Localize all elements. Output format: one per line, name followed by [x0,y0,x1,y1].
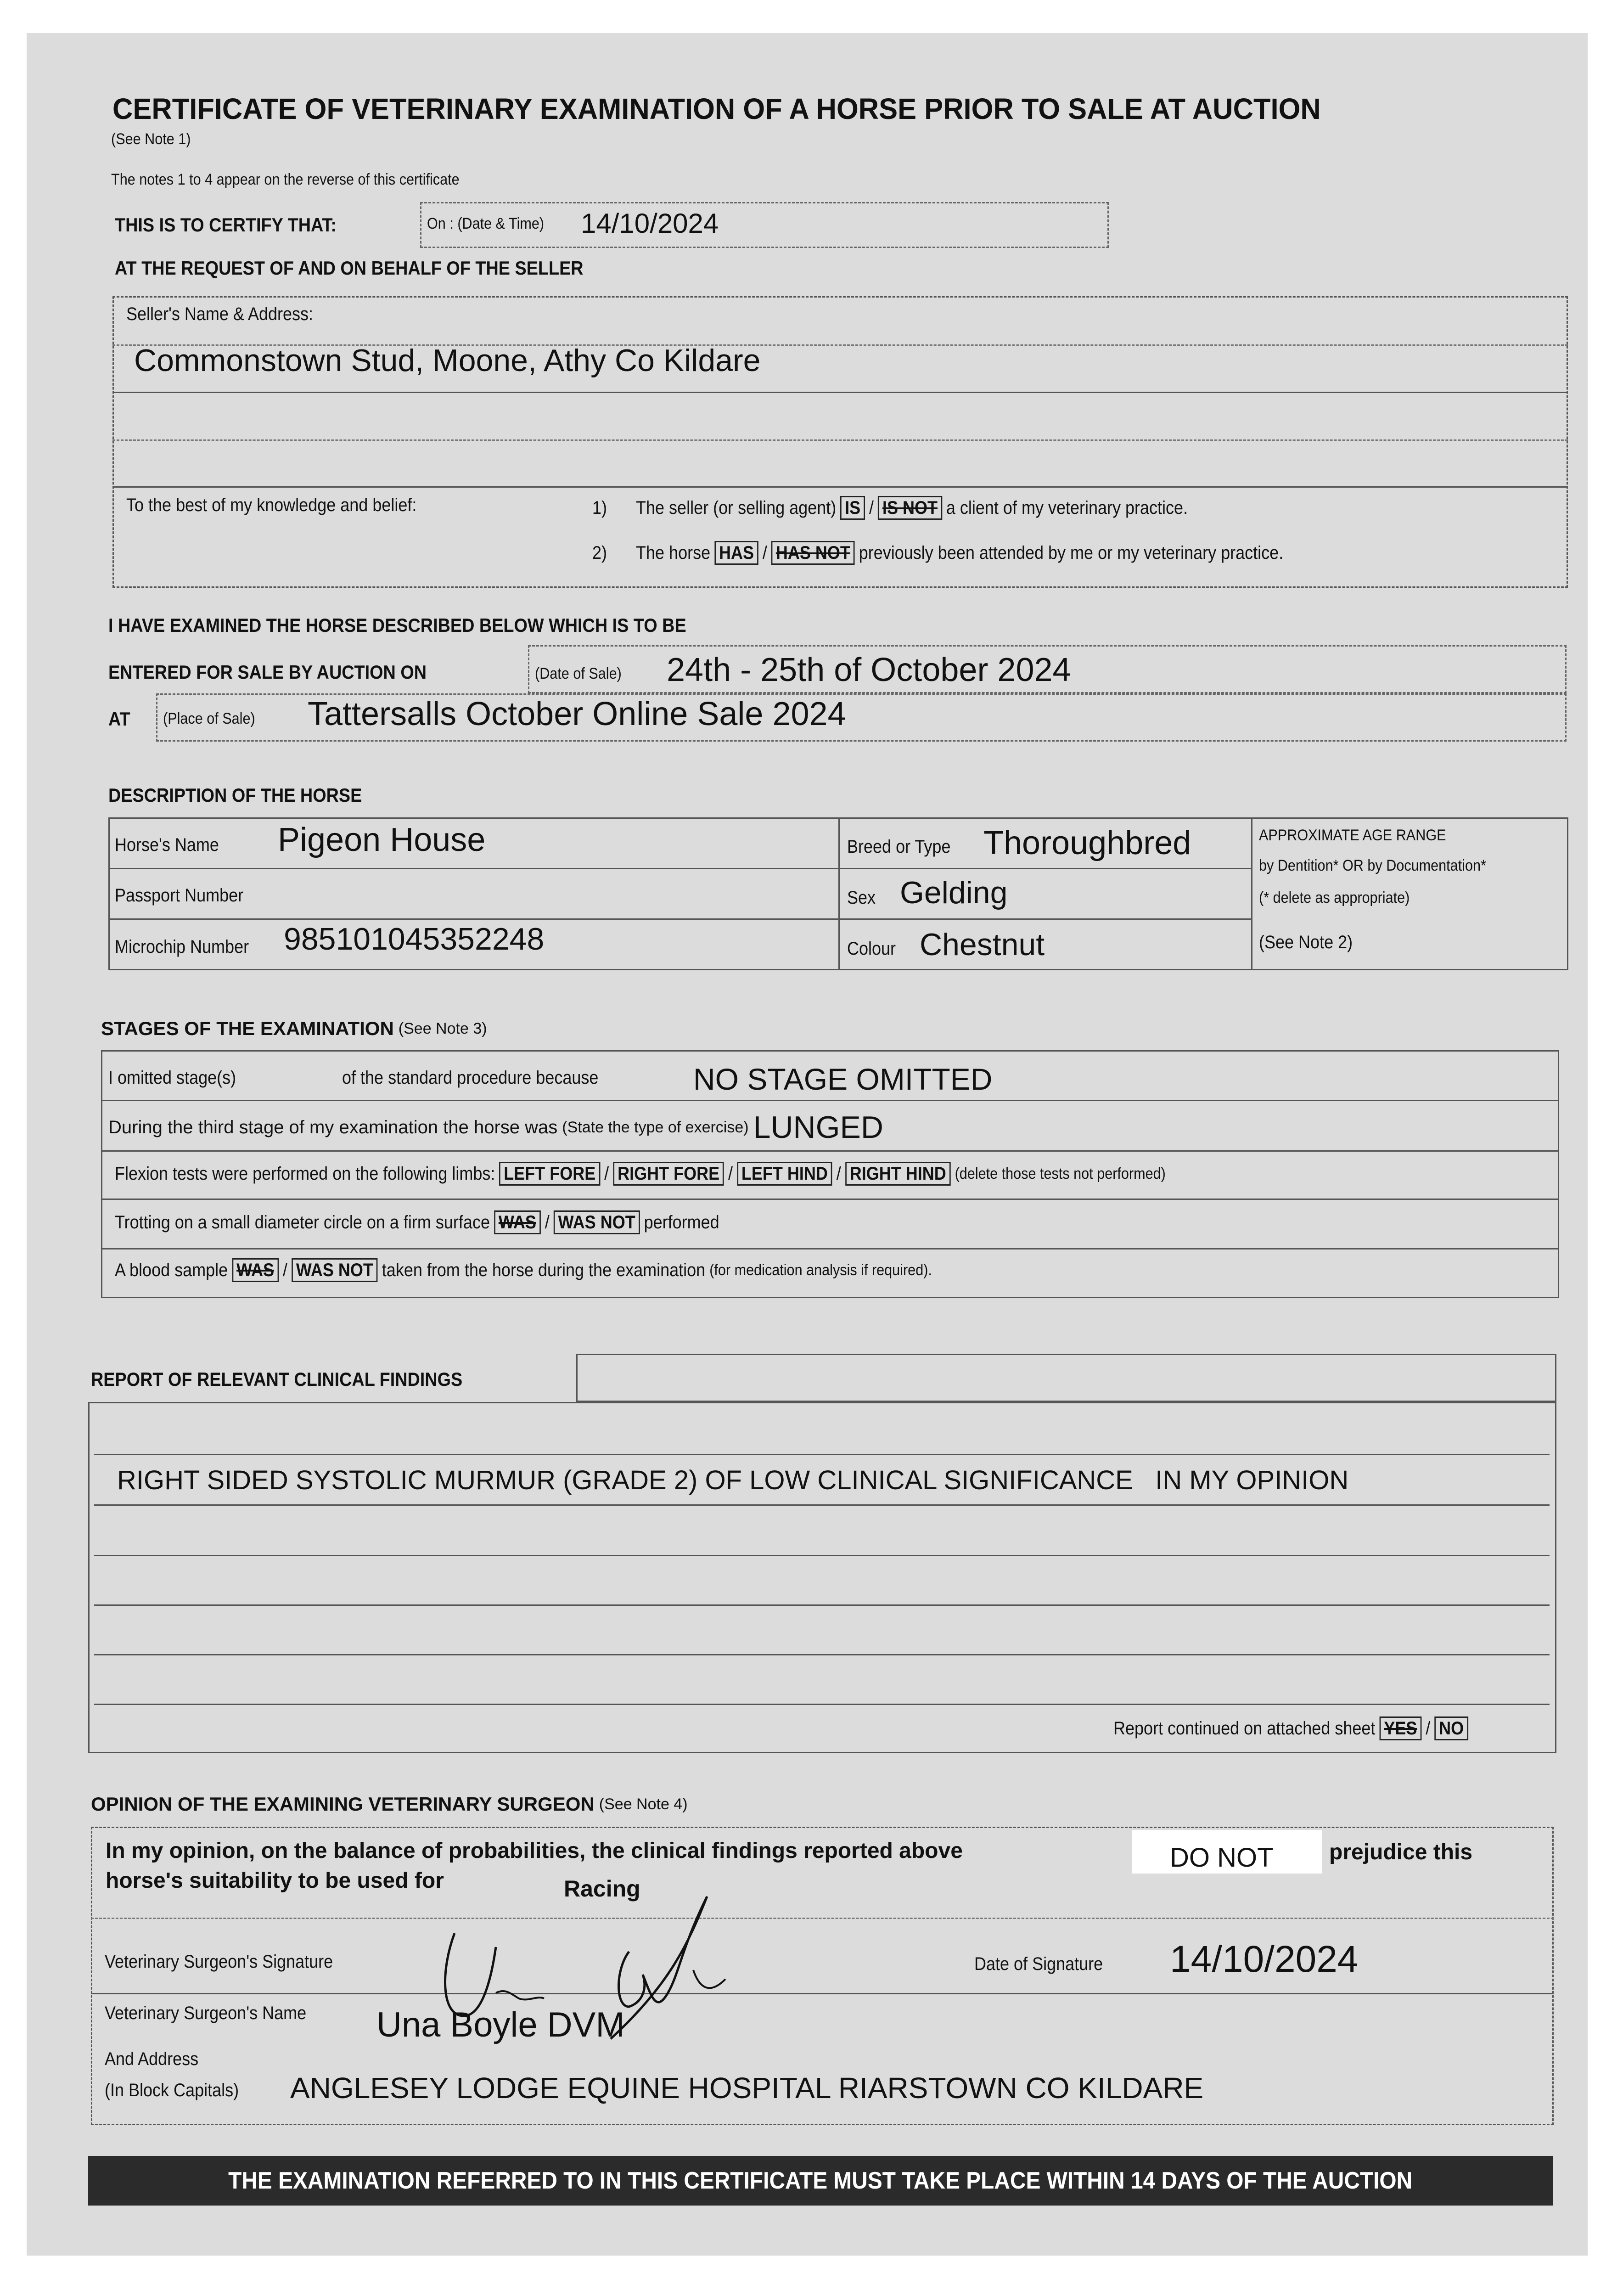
separator: / [282,1260,287,1280]
opinion-use: Racing [564,1876,640,1902]
opinion-text-3: horse's suitability to be used for [106,1868,444,1893]
divider [838,817,840,970]
separator: / [604,1163,609,1184]
flexion-note: (delete those tests not performed) [955,1165,1166,1182]
report-heading: REPORT OF RELEVANT CLINICAL FINDINGS [91,1368,463,1390]
divider [101,1199,1559,1200]
footer-banner [88,2156,1553,2206]
breed-value: Thoroughbred [983,825,1191,861]
continued-label: Report continued on attached sheet [1113,1718,1376,1739]
divider [91,1918,1554,1919]
item-tail: previously been attended by me or my veterinary practice. [859,542,1284,563]
surgeon-address-value: ANGLESEY LODGE EQUINE HOSPITAL RIARSTOWN CO KILDARE [290,2071,1204,2105]
horse-name-label: Horse's Name [115,835,219,855]
opinion-text-2: prejudice this [1329,1840,1473,1864]
separator: / [869,497,874,518]
separator: / [762,542,767,563]
surgeon-name-value: Una Boyle DVM [376,2005,625,2044]
opinion-heading-text: OPINION OF THE EXAMINING VETERINARY SURGEON [91,1793,595,1815]
report-heading-box [576,1354,1556,1402]
description-heading: DESCRIPTION OF THE HORSE [108,784,362,806]
flexion-right-fore: RIGHT FORE [613,1162,724,1186]
divider [94,1555,1550,1556]
opinion-heading-note: (See Note 4) [599,1795,688,1813]
stages-heading-note: (See Note 3) [398,1019,487,1037]
sex-label: Sex [847,888,876,908]
continued-no: NO [1434,1716,1468,1740]
date-of-signature-value: 14/10/2024 [1170,1938,1359,1980]
blood-label: A blood sample [115,1260,228,1280]
item-number: 1) [592,497,607,518]
notes-line: The notes 1 to 4 appear on the reverse of this certificate [111,171,460,188]
option-is-not: IS NOT [878,496,942,520]
microchip-label: Microchip Number [115,937,249,957]
trotting-tail: performed [644,1212,719,1232]
signature-label: Veterinary Surgeon's Signature [105,1952,333,1972]
divider [112,392,1568,393]
separator: / [836,1163,841,1184]
option-is: IS [840,496,865,520]
stages-heading-text: STAGES OF THE EXAMINATION [101,1018,394,1039]
trotting-was: WAS [494,1210,541,1234]
blood-was: WAS [232,1258,279,1282]
sale-place-label: (Place of Sale) [163,710,255,727]
separator: / [728,1163,733,1184]
request-line: AT THE REQUEST OF AND ON BEHALF OF THE SELLER [115,257,584,279]
divider [112,439,1568,441]
flexion-right-hind: RIGHT HIND [845,1162,951,1186]
address-label-2: (In Block Capitals) [105,2080,239,2100]
item-tail: a client of my veterinary practice. [946,497,1188,518]
option-has: HAS [714,541,758,565]
certify-label: THIS IS TO CERTIFY THAT: [115,214,337,236]
flexion-left-hind: LEFT HIND [737,1162,832,1186]
divider [94,1454,1550,1455]
divider [101,1100,1559,1101]
microchip-value: 985101045352248 [284,922,545,957]
horse-name-value: Pigeon House [278,822,486,858]
divider [101,1248,1559,1249]
opinion-heading [91,1793,688,1815]
seller-address: Commonstown Stud, Moone, Athy Co Kildare [134,343,761,378]
address-label-1: And Address [105,2049,199,2069]
third-stage-value: LUNGED [753,1110,883,1145]
passport-label: Passport Number [115,885,244,906]
colour-value: Chestnut [920,927,1045,962]
opinion-verdict: DO NOT [1170,1843,1274,1873]
certify-date: 14/10/2024 [581,208,719,239]
seller-label: Seller's Name & Address: [126,304,314,324]
divider [101,1150,1559,1152]
surgeon-name-label: Veterinary Surgeon's Name [105,2003,307,2023]
flexion-tests [115,1162,1166,1186]
omitted-value: NO STAGE OMITTED [693,1062,993,1096]
stages-heading [101,1018,487,1040]
certify-on-label: On : (Date & Time) [427,215,545,232]
see-note-1: (See Note 1) [111,130,191,148]
blood-sample-line [115,1258,932,1282]
sale-date-value: 24th - 25th of October 2024 [667,652,1071,688]
certificate-title: CERTIFICATE OF VETERINARY EXAMINATION OF A HORSE PRIOR TO SALE AT AUCTION [112,92,1321,125]
knowledge-item-2 [592,541,1283,565]
continued-yes: YES [1379,1716,1421,1740]
report-continued [1113,1716,1468,1740]
clinical-finding: RIGHT SIDED SYSTOLIC MURMUR (GRADE 2) OF LOW CLINICAL SIGNIFICANCE IN MY OPINION [117,1465,1349,1495]
blood-note: (for medication analysis if required). [709,1261,932,1279]
divider [94,1604,1550,1606]
age-range-line-3: (* delete as appropriate) [1259,889,1410,906]
colour-label: Colour [847,939,896,959]
age-range-note: (See Note 2) [1259,932,1353,952]
third-stage-label: During the third stage of my examination the horse was [108,1117,558,1137]
blood-tail: taken from the horse during the examination [382,1260,706,1280]
footer-text: THE EXAMINATION REFERRED TO IN THIS CERTIFICATE MUST TAKE PLACE WITHIN 14 DAYS OF THE AUCTION [228,2167,1413,2194]
date-of-signature-label: Date of Signature [974,1954,1103,1974]
item-number: 2) [592,542,607,563]
divider [108,868,1252,869]
item-text: The horse [636,542,711,563]
divider [108,918,1252,920]
flexion-left-fore: LEFT FORE [499,1162,600,1186]
divider [1251,817,1252,970]
separator: / [1426,1718,1431,1739]
third-stage [108,1109,883,1145]
breed-label: Breed or Type [847,837,951,857]
trotting-line [115,1210,719,1234]
divider [112,486,1568,488]
option-has-not: HAS NOT [771,541,855,565]
trotting-label: Trotting on a small diameter circle on a firm surface [115,1212,490,1232]
item-text: The seller (or selling agent) [636,497,837,518]
sale-place-value: Tattersalls October Online Sale 2024 [308,696,846,732]
examined-line-2: ENTERED FOR SALE BY AUCTION ON [108,661,427,683]
omitted-mid: of the standard procedure because [342,1068,599,1088]
separator: / [545,1212,550,1232]
age-range-line-2: by Dentition* OR by Documentation* [1259,857,1486,874]
knowledge-label: To the best of my knowledge and belief: [126,495,417,515]
divider [94,1654,1550,1655]
sale-date-label: (Date of Sale) [535,665,622,682]
opinion-text-1: In my opinion, on the balance of probabilities, the clinical findings reported above [106,1839,963,1863]
divider [94,1704,1550,1705]
blood-was-not: WAS NOT [292,1258,378,1282]
omitted-label: I omitted stage(s) [108,1068,236,1088]
sex-value: Gelding [900,875,1008,910]
divider [91,1993,1554,1994]
age-range-line-1: APPROXIMATE AGE RANGE [1259,827,1446,844]
trotting-was-not: WAS NOT [554,1210,640,1234]
at-label: AT [108,708,130,730]
examined-line-1: I HAVE EXAMINED THE HORSE DESCRIBED BELOW WHICH IS TO BE [108,614,686,636]
knowledge-item-1 [592,496,1188,520]
flexion-label: Flexion tests were performed on the following limbs: [115,1163,495,1184]
divider [94,1504,1550,1506]
third-stage-note: (State the type of exercise) [562,1118,749,1136]
